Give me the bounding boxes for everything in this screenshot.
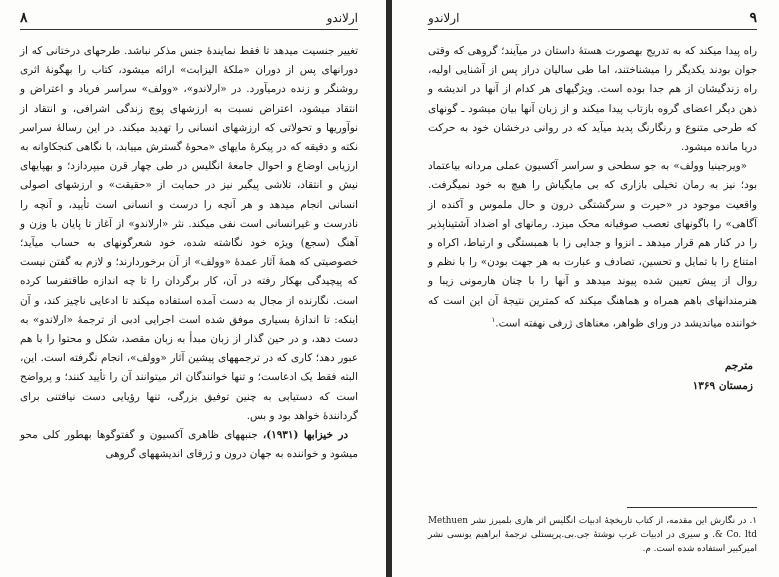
left-header-title: ارلاندو bbox=[326, 11, 358, 25]
left-page bbox=[0, 0, 386, 577]
right-paragraph-2 bbox=[428, 157, 757, 333]
left-paragraph-1: تغییر جنسیت میدهد تا فقط نمایندهٔ جنس مذکر نباشد. طرحهای درختانی که از دورانهای پس از دوران «ملکهٔ الیزابت» ارائه میشود، کتاب را بهگونهٔ اثری روشنگر و زنده درمیآورد. در «ارلاندو»، «وولف» سراسر فریاد و اعتراض و انتقاد میشود، اعتراض نسبت به ارزشهای پوچ زندگی اشرافی، و انتقاد از نوآوریها و تحولاتی که ارزشهای انسانی را تهدید میکند. در این رسالهٔ سراسر نکته و دقیقه که در پیکرهٔ مایهای «محوهٔ گسترش مییابد، با نگاهی کنجکاوانه به ارزیابی اوضاع و احوال جامعهٔ انگلیس در طی چهار قرن میپردازد؛ و بهپایهای نیش و انتقاد، تلاشی پیگیر نیز در حمایت از «حقیقت» و ارزشهای اصولی انسانی انجام میدهد و هر آنچه را درست و انسانی است تأیید، و آنچه را نادرست و غیرانسانی است نفی میکند. نثر «ارلاندو» از آغاز تا پایان با وزن و آهنگ (سجع) ویژه خود نگاشته شده، خود شعرگونهای به حساب میآید؛ خصوصیتی که همهٔ آثار عمدهٔ «وولف» از آن برخوردارند؛ و لازم به گفتن نیست که پیچیدگی بهکار رفته در آن، کار برگردان را تا چه اندازه طاقتفرسا کرده است. نگارنده از مجال به دست آمده استفاده میکند تا ادعایی ناچیز کند، و آن اینکه: تا اندازهٔ بسیاری موفق شده است اجرایی ادبی از ترجمهٔ «ارلاندو» به دست دهد، و در حین گذار از زبان مبدأ به زبان مقصد، شکل و محتوا را با هم عبور دهد؛ کاری که در ترجمههای پیشین آثار «وولف»، انجام نگرفته است. این، البته فقط یک ادعاست؛ و تنها خوانندگان اثر میتوانند آن را تأیید کنند؛ و پرواضح است که دستیابی به چنین توفیق بزرگی، تنها رؤیایی دست نیافتنی برای گردانندهٔ خواهد بود و بس. bbox=[20, 45, 358, 422]
footnote-text: ۱. در نگارش این مقدمه، از کتاب تاریخچهٔ ادبیات انگلیس اثر هاری بلمیرز نشر Methuen & Co. ltd. و سیری در ادبیات غرب نوشتهٔ جی.بی.پریستلی ترجمهٔ ابراهیم یونسی نشر امیرکبیر استفاده شده است. م. bbox=[428, 516, 757, 554]
footnote-rule bbox=[627, 507, 757, 508]
right-page bbox=[392, 0, 779, 577]
right-paragraph-2-text: «ویرجینیا وولف» به جو سطحی و سراسر آکسیون عملی مردانه بیاعتماد بود؛ نیز به رمان تخیلی بازاری که بی مایگیاش را هیچ به خود نمیگرفت. واقعیت موجود در «حیرت و سرگشتگی درون و حال ملموس و آکنده از آگاهی» را باگونهای تعصب صوفیانه محک میزد. رمانهای او اضداد آشتیناپذیر را در کنار هم قرار میدهد ـ انزوا و جدایی را با همبستگی و ارتباط، اکراه و امتناع را با تمایل و تحسین، تصادف و عبارت به هر جهت بودن» را با نظم و روال از پیش تعیین شده پیوند میدهد و آنها را با چنان هارمونی زیبا و هنرمندانهای باهم همراه و هماهنگ میکند که کمترین نتیجهٔ آن این است که خواننده میاندیشد در ورای ظواهر، معناهای ژرفی نهفته است. bbox=[428, 160, 757, 330]
footnote-area bbox=[428, 507, 757, 556]
footnote-marker: ۱ bbox=[491, 315, 496, 324]
right-running-head bbox=[428, 10, 757, 30]
translation-date: زمستان ۱۳۶۹ bbox=[692, 379, 753, 392]
right-page-number: ۹ bbox=[749, 10, 757, 26]
right-header-title: ارلاندو bbox=[428, 11, 460, 25]
left-paragraph-2-text: جنبههای ظاهری آکسیون و گفتوگوها بهطور کلی محو میشود و خواننده به جهان درون و ژرفای اندیشههای گروهی bbox=[20, 429, 358, 461]
left-running-head bbox=[20, 10, 358, 30]
left-paragraph-2 bbox=[20, 426, 358, 464]
right-paragraph-1: راه پیدا میکند که به تدریج بهصورت هستهٔ داستان در میآیند؛ گروهی که وقتی جوان بودند یکدیگر را میشناختند، اما طی سالیان دراز پس از آشنایی اولیه، راه زندگیشان از هم جدا بوده است. ویژگیهای هر کدام از آنها در اندیشه و ذهن دیگر اعضای گروه بازتاب پیدا میکند و از زبان آنها بیان میشود ـ گونهای که طرحی متنوع و رنگارنگ پدید میآید که در روانی درخشان خود به حرکت دریا مانده میشود. bbox=[428, 45, 757, 154]
right-body-text bbox=[428, 42, 757, 334]
left-paragraph-2-bold: در خیزابها (۱۹۳۱)، bbox=[262, 429, 348, 442]
left-page-number: ۸ bbox=[20, 10, 28, 26]
translator-signature bbox=[428, 356, 757, 396]
left-body-text bbox=[20, 42, 358, 464]
translator-label: مترجم bbox=[724, 359, 753, 372]
